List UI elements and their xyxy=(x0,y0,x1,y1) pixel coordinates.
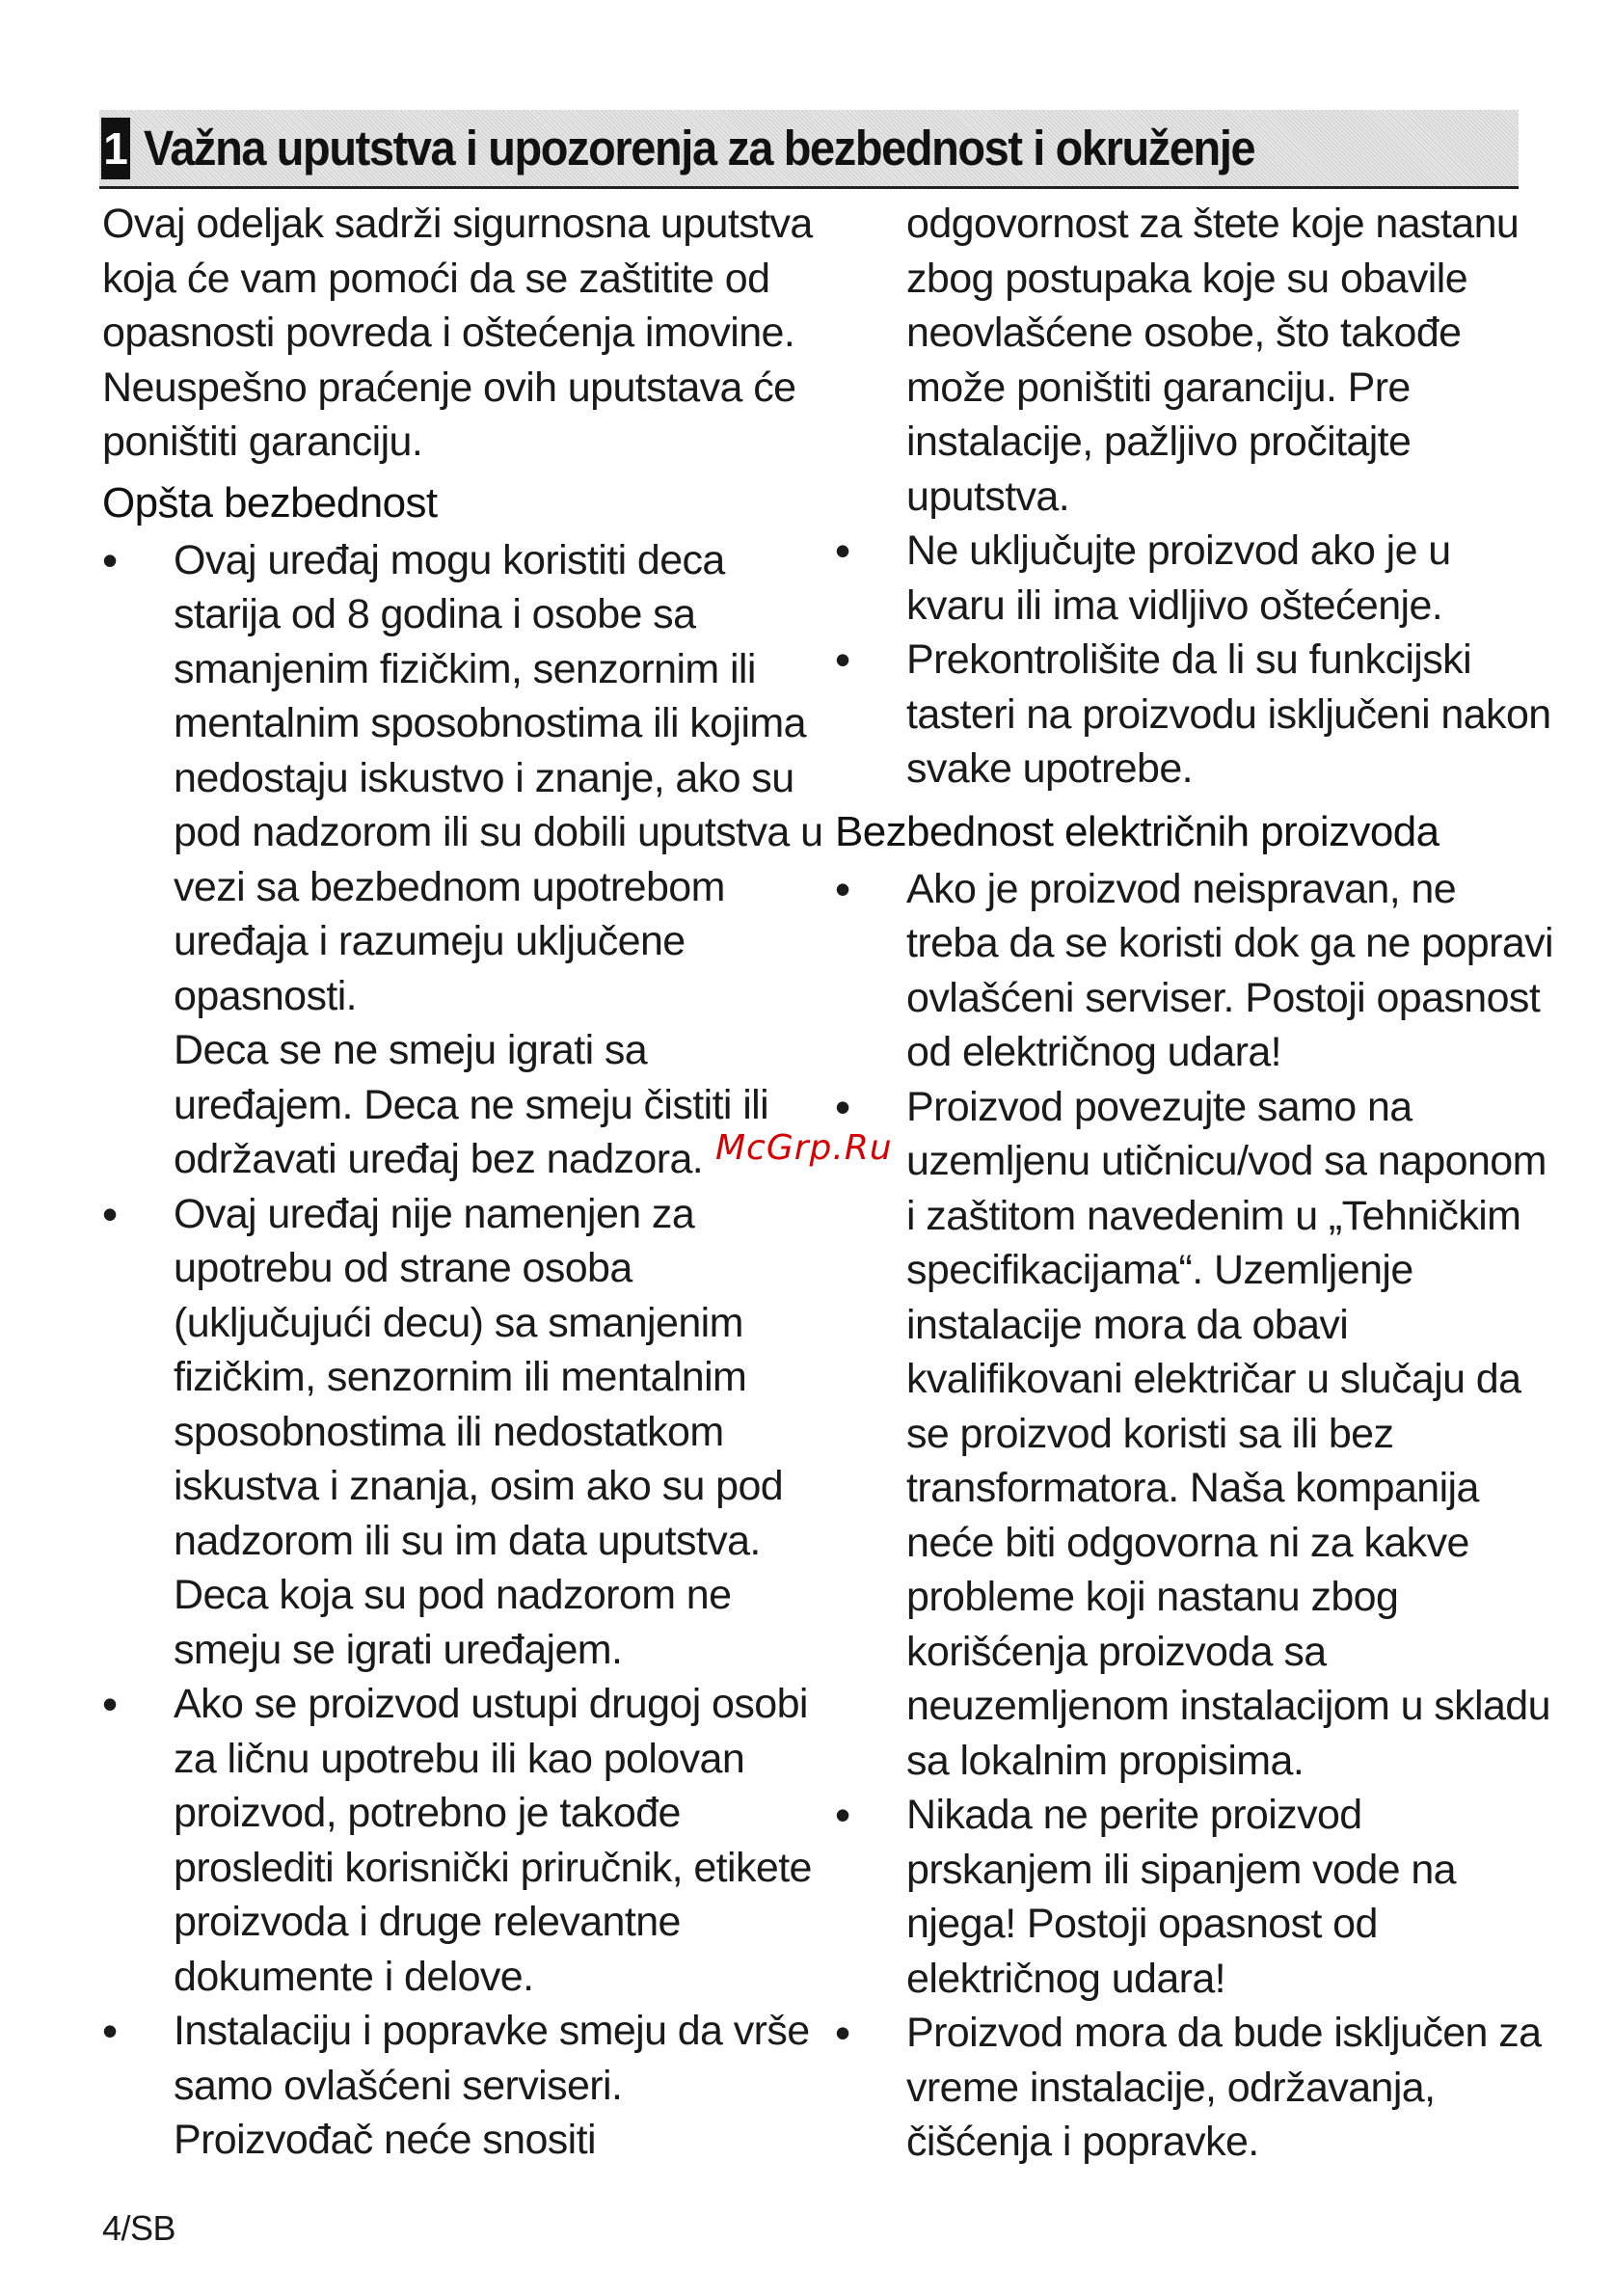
electrical-safety-list xyxy=(835,862,1558,2170)
list-item xyxy=(102,533,825,1187)
continuation-text: odgovornost za štete koje nastanu zbog postupaka koje su obavile neovlašćene osobe, što takođe može poništiti garanciju. Pre instalacije, pažljivo pročitajte uputstva. xyxy=(906,201,1520,520)
continuation-list xyxy=(835,197,1558,797)
general-safety-heading: Opšta bezbednost xyxy=(102,478,438,527)
electrical-safety-heading: Bezbednost električnih proizvoda xyxy=(835,807,1439,855)
intro-paragraph: Ovaj odeljak sadrži sigurnosna uputstva koja će vam pomoći da se zaštitite od opasnosti povreda i oštećenja imovine. Neuspešno praćenje ovih uputstava će poništiti garanciju. xyxy=(102,201,813,465)
list-item xyxy=(102,2004,825,2168)
list-item-text: Proizvod mora da bude isključen za vreme instalacije, održavanja, čišćenja i popravke. xyxy=(906,2010,1542,2165)
section-number: 1 xyxy=(101,118,130,179)
section-title: Važna uputstva i upozorenja za bezbednost i okruženje xyxy=(144,121,1255,176)
list-item-text: Ako se proizvod ustupi drugoj osobi za ličnu upotrebu ili kao polovan proizvod, potrebno je takođe proslediti korisnički priručnik, etikete proizvoda i druge relevantne dokumente i delove. xyxy=(174,1681,812,2000)
list-item xyxy=(835,2006,1558,2170)
list-item-continuation xyxy=(835,197,1558,524)
right-column xyxy=(835,197,1558,2170)
page-number: 4/SB xyxy=(102,2208,176,2248)
list-item xyxy=(835,1080,1558,1789)
section-header xyxy=(99,110,1519,189)
list-item-text: Instalaciju i popravke smeju da vrše samo ovlašćeni serviseri. Proizvođač neće snositi xyxy=(174,2008,810,2163)
list-item xyxy=(835,524,1558,633)
left-column xyxy=(102,197,825,2168)
list-item-text: Ako je proizvod neispravan, ne treba da se koristi dok ga ne popravi ovlašćeni serviser. Postoji opasnost od električnog udara! xyxy=(906,865,1553,1075)
list-item xyxy=(102,1677,825,2004)
watermark-text: McGrp.Ru xyxy=(715,1128,893,1168)
list-item-text: Prekontrolišite da li su funkcijski tasteri na proizvodu isključeni nakon svake upotrebe. xyxy=(906,636,1551,792)
list-item xyxy=(835,1788,1558,2006)
list-item xyxy=(835,862,1558,1080)
list-item-extra: Deca se ne smeju igrati sa uređajem. Deca ne smeju čistiti ili održavati uređaj bez nadzora. xyxy=(174,1027,769,1182)
list-item-text: Ovaj uređaj mogu koristiti deca starija od 8 godina i osobe sa smanjenim fizičkim, senzornim ili mentalnim sposobnostima ili kojima nedostaju iskustvo i znanje, ako su pod nadzorom ili su dobili uputstva u vezi sa bezbednom upotrebom uređaja i razumeju uključene opasnosti. xyxy=(174,536,823,1019)
list-item-text: Ne uključujte proizvod ako je u kvaru ili ima vidljivo oštećenje. xyxy=(906,527,1451,629)
list-item xyxy=(835,633,1558,797)
list-item-text: Ovaj uređaj nije namenjen za upotrebu od strane osoba (uključujući decu) sa smanjenim fizičkim, senzornim ili mentalnim sposobnostima ili nedostatkom iskustva i znanja, osim ako su pod nadzorom ili su im data uputstva. Deca koja su pod nadzorom ne smeju se igrati uređajem. xyxy=(174,1190,784,1673)
list-item-text: Proizvod povezujte samo na uzemljenu utičnicu/vod sa naponom i zaštitom navedenim u „Tehničkim specifikacijama“. Uzemljenje instalacije mora da obavi kvalifikovani električar u slučaju da se proizvod koristi sa ili bez transformatora. Naša kompanija neće biti odgovorna ni za kakve probleme koji nastanu zbog korišćenja proizvoda sa neuzemljenom instalacijom u skladu sa lokalnim propisima. xyxy=(906,1083,1550,1784)
general-safety-list xyxy=(102,533,825,2168)
list-item xyxy=(102,1187,825,1678)
list-item-text: Nikada ne perite proizvod prskanjem ili sipanjem vode na njega! Postoji opasnost od električnog udara! xyxy=(906,1792,1456,2002)
